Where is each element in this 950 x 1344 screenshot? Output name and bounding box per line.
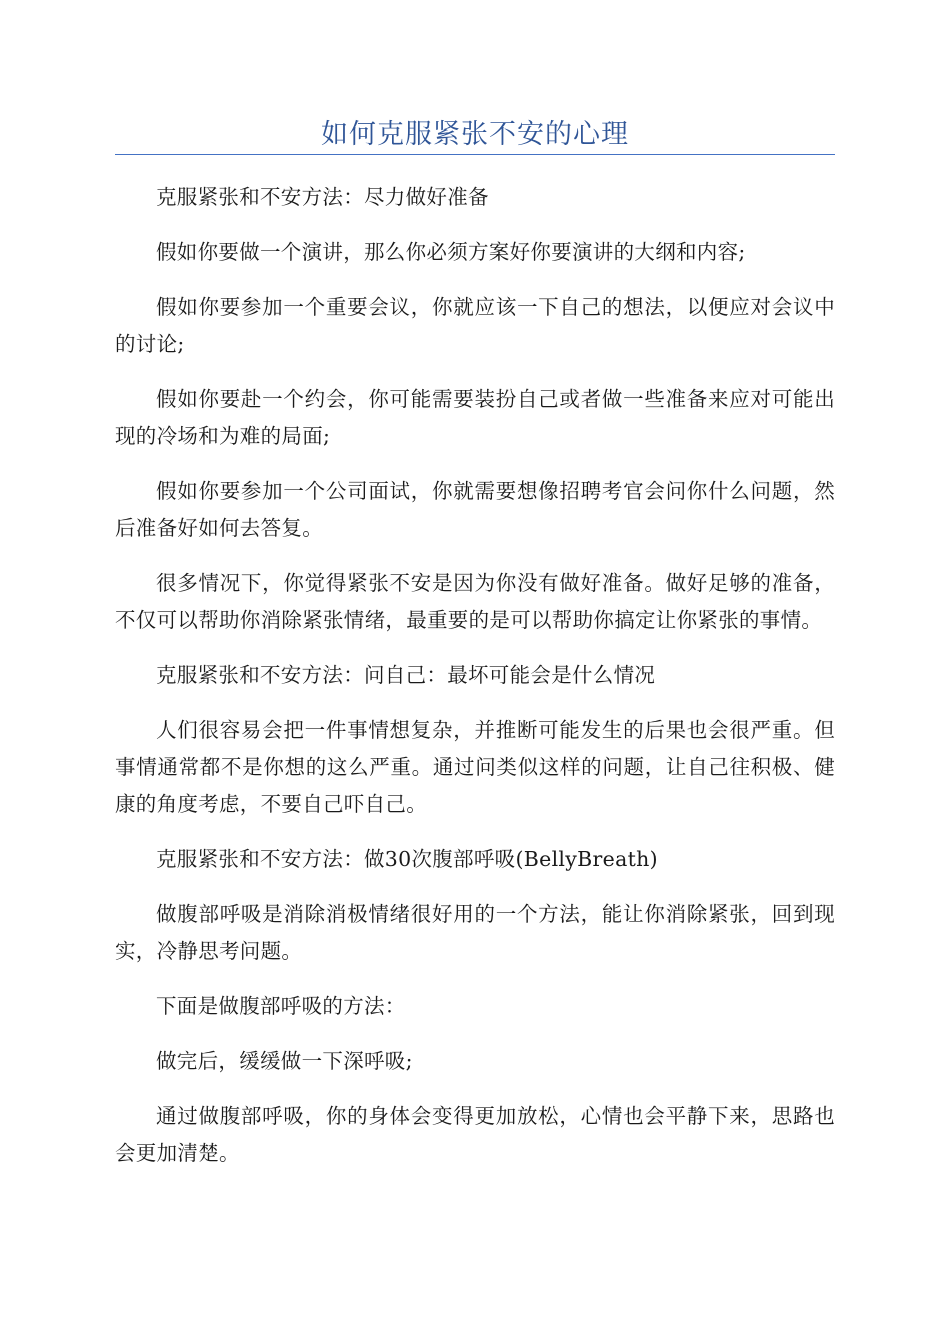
document-body xyxy=(115,179,835,1172)
paragraph: 做腹部呼吸是消除消极情绪很好用的一个方法，能让你消除紧张，回到现实，冷静思考问题。 xyxy=(115,902,835,963)
paragraph-heading: 克服紧张和不安方法：问自己：最坏可能会是什么情况 xyxy=(156,663,656,687)
paragraph: 人们很容易会把一件事情想复杂，并推断可能发生的后果也会很严重。但事情通常都不是你想的这么严重。通过问类似这样的问题，让自己往积极、健康的角度考虑，不要自己吓自己。 xyxy=(115,718,835,816)
document-title: 如何克服紧张不安的心理 xyxy=(321,119,629,150)
paragraph: 下面是做腹部呼吸的方法： xyxy=(156,994,406,1018)
document-page xyxy=(115,0,835,1190)
paragraph-heading: 克服紧张和不安方法：尽力做好准备 xyxy=(156,185,489,209)
paragraph: 假如你要赴一个约会，你可能需要装扮自己或者做一些准备来应对可能出现的冷场和为难的局面; xyxy=(115,387,835,448)
paragraph-heading: 克服紧张和不安方法：做30次腹部呼吸(BellyBreath) xyxy=(156,847,658,871)
paragraph: 假如你要参加一个公司面试，你就需要想像招聘考官会问你什么问题，然后准备好如何去答复。 xyxy=(115,479,835,540)
paragraph: 做完后，缓缓做一下深呼吸; xyxy=(156,1049,413,1073)
paragraph: 通过做腹部呼吸，你的身体会变得更加放松，心情也会平静下来，思路也会更加清楚。 xyxy=(115,1104,835,1165)
paragraph: 很多情况下，你觉得紧张不安是因为你没有做好准备。做好足够的准备，不仅可以帮助你消除紧张情绪，最重要的是可以帮助你搞定让你紧张的事情。 xyxy=(115,571,835,632)
paragraph: 假如你要参加一个重要会议，你就应该一下自己的想法，以便应对会议中的讨论; xyxy=(115,295,835,356)
paragraph: 假如你要做一个演讲，那么你必须方案好你要演讲的大纲和内容; xyxy=(156,240,746,264)
title-divider xyxy=(115,154,835,155)
